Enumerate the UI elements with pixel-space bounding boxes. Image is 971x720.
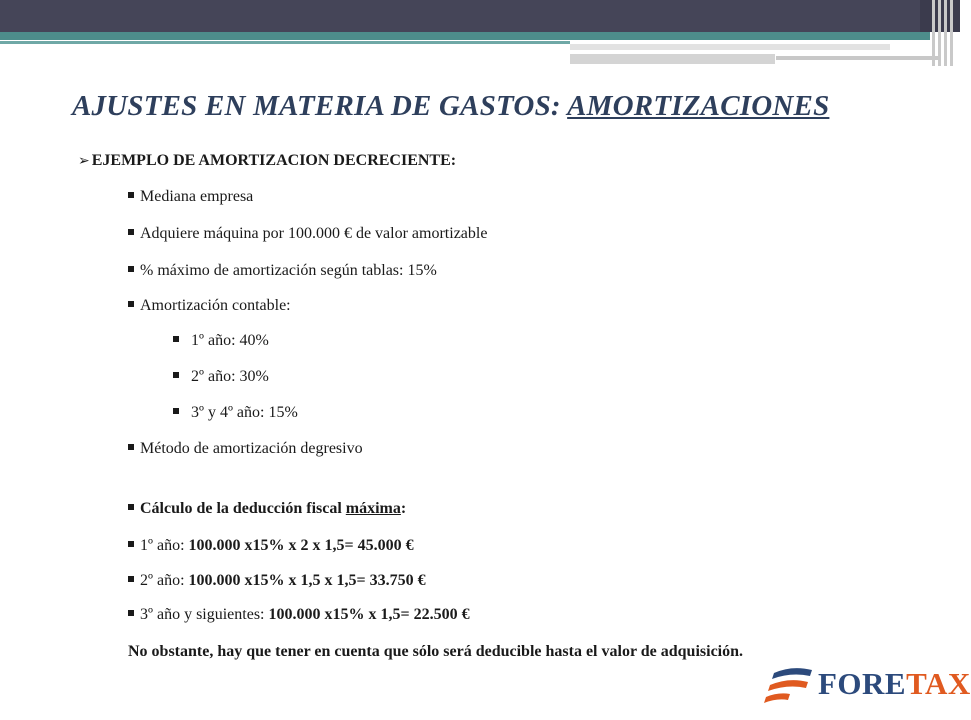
calc-heading	[128, 500, 406, 518]
slide-title-prefix: AJUSTES EN MATERIA DE GASTOS:	[72, 90, 568, 122]
arrow-bullet-icon: ➢	[78, 153, 90, 169]
list-item	[128, 225, 487, 243]
square-bullet-icon	[128, 266, 134, 272]
foretax-logo-text	[818, 666, 971, 702]
sub-list-item-text: 3º y 4º año: 15%	[191, 404, 298, 421]
list-item	[128, 262, 437, 280]
calc-heading-suffix: :	[400, 500, 407, 517]
slide-title	[72, 90, 829, 123]
example-heading-text: EJEMPLO DE AMORTIZACION DECRECIENTE:	[91, 152, 457, 169]
square-bullet-icon	[128, 610, 134, 616]
logo-text-tax: TAX	[906, 666, 971, 701]
square-bullet-icon	[128, 444, 134, 450]
header-gray-line-2	[570, 54, 775, 64]
calc-row	[128, 537, 414, 555]
calc-row-label: 2º año:	[140, 572, 189, 589]
header-teal-line	[0, 32, 930, 40]
list-item-text: Amortización contable:	[140, 297, 291, 314]
list-item	[128, 297, 291, 315]
list-item-text: Mediana empresa	[140, 188, 254, 205]
calc-row-value: 100.000 x15% x 1,5 x 1,5= 33.750 €	[188, 572, 426, 589]
list-item-text: Adquiere máquina por 100.000 € de valor amortizable	[140, 225, 488, 242]
square-bullet-icon	[128, 192, 134, 198]
calc-row-label: 3º año y siguientes:	[140, 606, 269, 623]
sub-list-item-text: 2º año: 30%	[191, 368, 269, 385]
square-bullet-icon	[173, 408, 179, 414]
square-bullet-icon	[128, 301, 134, 307]
header-gray-line-3	[776, 56, 941, 60]
list-item	[128, 188, 253, 206]
calc-row	[128, 572, 426, 590]
square-bullet-icon	[128, 504, 134, 510]
list-item-method	[128, 440, 363, 458]
sub-list-item	[173, 368, 269, 386]
sub-list-item-text: 1º año: 40%	[191, 332, 269, 349]
method-text: Método de amortización degresivo	[140, 440, 363, 457]
list-item-text: % máximo de amortización según tablas: 15%	[140, 262, 437, 279]
foretax-logo-mark-icon	[764, 664, 814, 708]
logo-text-fore: FORE	[818, 666, 907, 701]
calc-heading-prefix: Cálculo de la deducción fiscal	[140, 500, 346, 517]
calc-row	[128, 606, 470, 624]
header-gray-line	[570, 44, 890, 50]
foretax-logo	[764, 664, 971, 708]
square-bullet-icon	[128, 229, 134, 235]
square-bullet-icon	[128, 576, 134, 582]
example-heading	[78, 152, 456, 170]
header-band	[0, 0, 960, 32]
calc-heading-underlined: máxima	[345, 500, 401, 517]
header-right-bars	[930, 0, 960, 66]
calc-row-value: 100.000 x15% x 2 x 1,5= 45.000 €	[188, 537, 414, 554]
sub-list-item	[173, 404, 298, 422]
closing-note: No obstante, hay que tener en cuenta que sólo será deducible hasta el valor de adquisición.	[128, 643, 744, 660]
header-teal-line-thin	[0, 41, 570, 44]
square-bullet-icon	[173, 336, 179, 342]
square-bullet-icon	[173, 372, 179, 378]
slide-title-underlined: AMORTIZACIONES	[567, 90, 830, 122]
calc-row-value: 100.000 x15% x 1,5= 22.500 €	[268, 606, 470, 623]
sub-list-item	[173, 332, 269, 350]
square-bullet-icon	[128, 541, 134, 547]
calc-row-label: 1º año:	[140, 537, 189, 554]
